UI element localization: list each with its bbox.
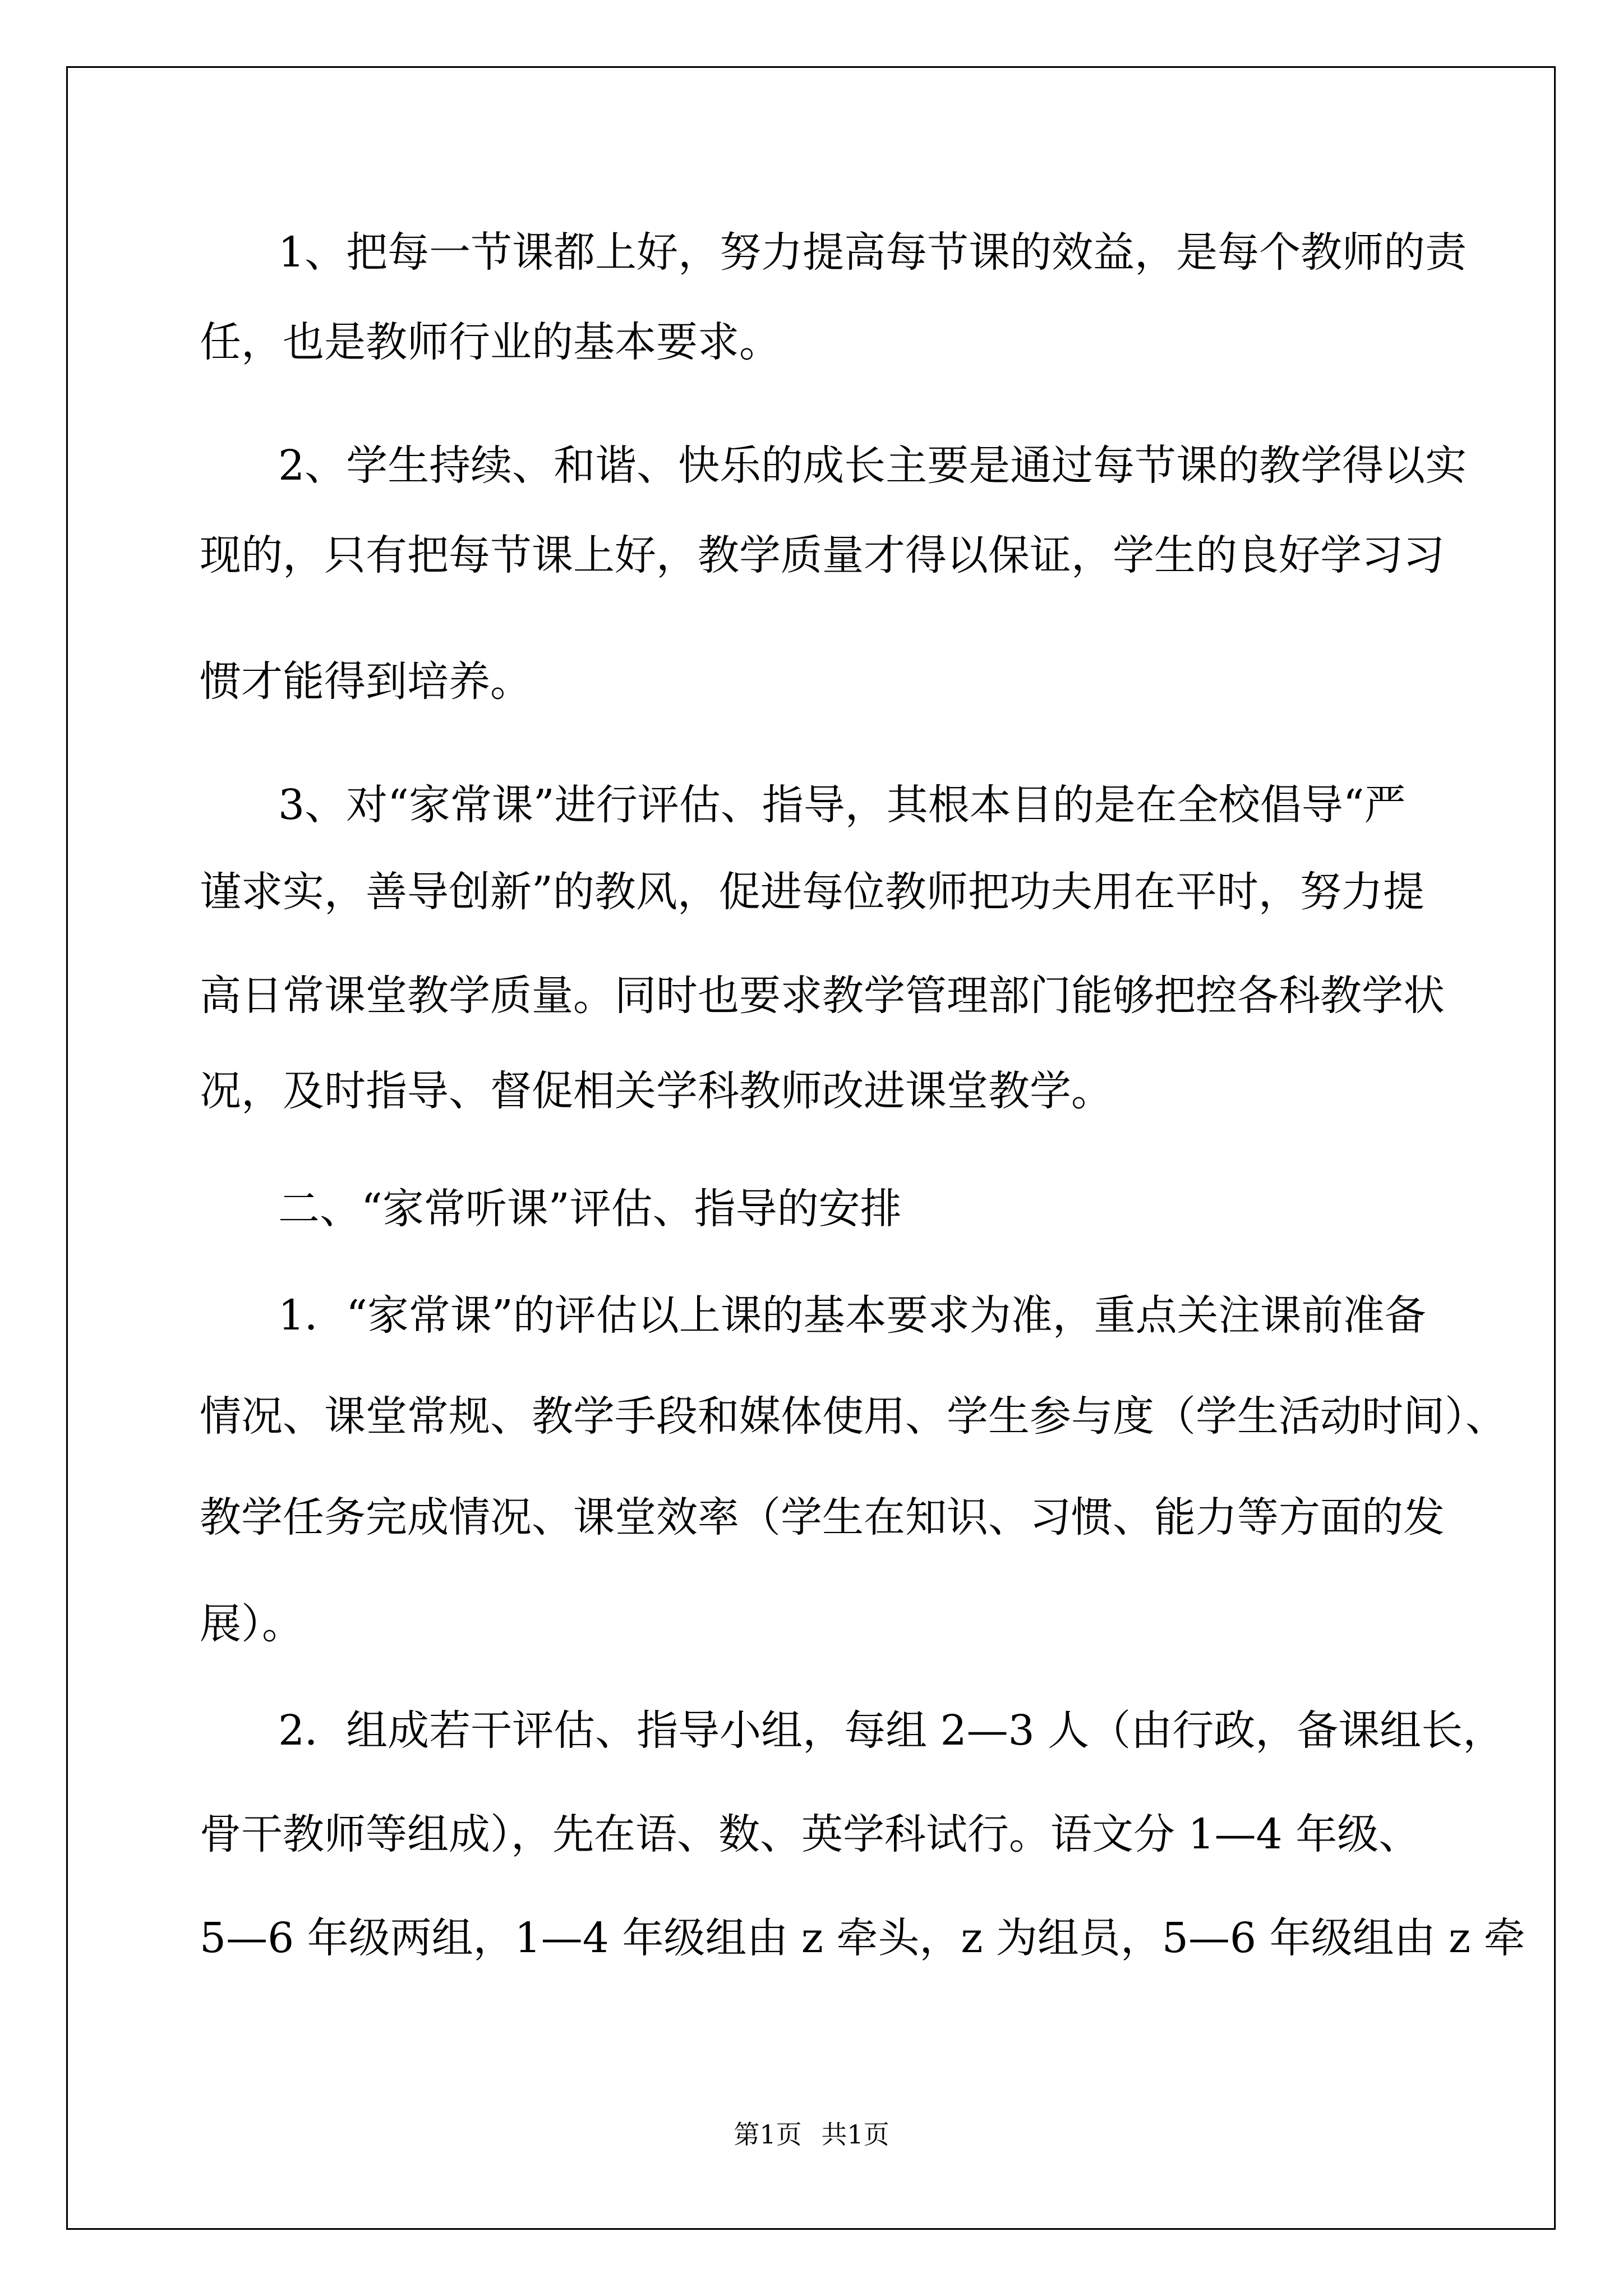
- item-1-line-1: 1．“家常课”的评估以上课的基本要求为准，重点关注课前准备: [278, 1291, 1426, 1340]
- item-2-line-2: 骨干教师等组成），先在语、数、英学科试行。语文分 1—4 年级、: [200, 1810, 1421, 1858]
- item-1-line-2: 情况、课堂常规、教学手段和媒体使用、学生参与度（学生活动时间）、: [200, 1392, 1507, 1441]
- item-2-line-3: 5—6 年级两组，1—4 年级组由 z 牵头，z 为组员，5—6 年级组由 z 牵: [200, 1914, 1525, 1962]
- page-footer: [0, 2118, 1623, 2151]
- paragraph-2-line-3: 惯才能得到培养。: [200, 657, 532, 706]
- paragraph-3-line-2: 谨求实，善导创新”的教风，促进每位教师把功夫用在平时，努力提: [200, 868, 1424, 916]
- paragraph-3-line-3: 高日常课堂教学质量。同时也要求教学管理部门能够把控各科教学状: [200, 972, 1445, 1020]
- page-number: 第1页: [734, 2119, 802, 2150]
- item-1-line-4: 展）。: [200, 1600, 303, 1648]
- paragraph-1-line-1: 1、把每一节课都上好，努力提高每节课的效益，是每个教师的责: [278, 228, 1467, 277]
- item-1-line-3: 教学任务完成情况、课堂效率（学生在知识、习惯、能力等方面的发: [200, 1493, 1445, 1542]
- paragraph-3-line-1: 3、对“家常课”进行评估、指导，其根本目的是在全校倡导“严: [278, 781, 1406, 829]
- paragraph-3-line-4: 况，及时指导、督促相关学科教师改进课堂教学。: [200, 1067, 1113, 1115]
- paragraph-1-line-2: 任，也是教师行业的基本要求。: [200, 318, 781, 366]
- paragraph-2-line-2: 现的，只有把每节课上好，教学质量才得以保证，学生的良好学习习: [200, 531, 1445, 579]
- paragraph-2-line-1: 2、学生持续、和谐、快乐的成长主要是通过每节课的教学得以实: [278, 441, 1467, 490]
- page-total: 共1页: [821, 2119, 889, 2150]
- page-border: [66, 66, 1556, 2230]
- section-heading: 二、“家常听课”评估、指导的安排: [278, 1185, 902, 1233]
- item-2-line-1: 2．组成若干评估、指导小组，每组 2—3 人（由行政，备课组长，: [278, 1706, 1505, 1755]
